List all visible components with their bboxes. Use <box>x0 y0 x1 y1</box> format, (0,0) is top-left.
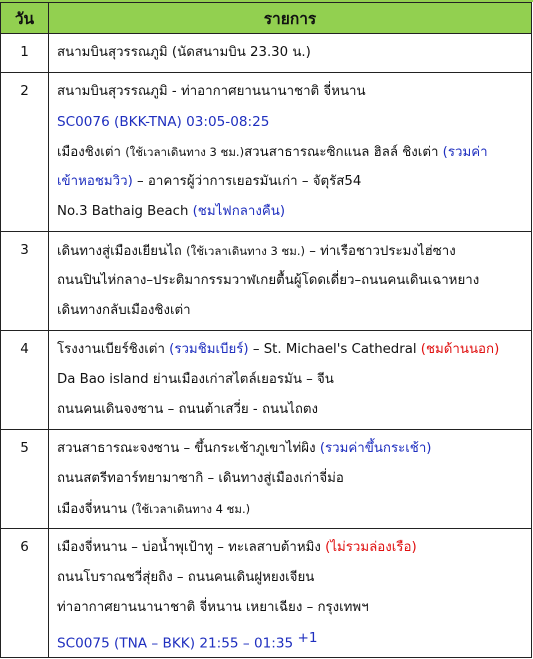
table-row <box>1 232 532 331</box>
detail-text: เดินทางสู่เมืองเยียนไถ <box>57 244 187 259</box>
detail-text: (รวมชิมเบียร์) <box>169 342 249 357</box>
detail-line <box>57 434 531 464</box>
detail-line <box>57 107 531 137</box>
day-number: 1 <box>1 34 49 73</box>
detail-line <box>57 167 531 197</box>
detail-text: สนามบินสุวรรณภูมิ (นัดสนามบิน 23.30 น.) <box>57 45 311 60</box>
detail-text: – ท่าเรือชาวประมงไฮ่ซาง <box>304 244 456 259</box>
detail-text: สนามบินสุวรรณภูมิ - ท่าอากาศยานนานาชาติ จี่หนาน <box>57 84 366 99</box>
day-number: 3 <box>1 232 49 331</box>
detail-line <box>57 464 531 494</box>
detail-text: – อาคารผู้ว่าการเยอรมันเก่า – จัตุรัส54 <box>132 174 362 189</box>
detail-line <box>57 266 531 296</box>
header-day: วัน <box>1 3 49 34</box>
detail-text: ท่าอากาศยานนานาชาติ จี่หนาน เหยาเฉียง – กรุงเทพฯ <box>57 600 369 615</box>
detail-line <box>57 533 531 563</box>
detail-text: Da Bao island ย่านเมืองเก่าสไตล์เยอรมัน – จีน <box>57 372 334 387</box>
itinerary-table <box>0 2 532 658</box>
day-number: 2 <box>1 73 49 232</box>
day-details <box>49 529 532 658</box>
detail-text: (ใช้เวลาเดินทาง 3 ชม.) <box>186 244 305 258</box>
detail-text: (รวมค่า <box>442 145 488 160</box>
detail-text: สวนสาธารณะจงซาน – ขึ้นกระเช้าภูเขาไท่ผิง <box>57 441 320 456</box>
detail-text: ถนนสตรีทอาร์ทยามาซากิ – เดินทางสู่เมืองเก่าจี่ม่อ <box>57 471 344 486</box>
day-number: 4 <box>1 331 49 430</box>
table-row <box>1 73 532 232</box>
detail-text: (ใช้เวลาเดินทาง 3 ชม.) <box>125 145 245 159</box>
detail-line <box>57 335 531 365</box>
day-number: 6 <box>1 529 49 658</box>
detail-line <box>57 38 531 68</box>
day-number: 5 <box>1 430 49 529</box>
header-items: รายการ <box>49 3 532 34</box>
detail-text: – St. Michael's Cathedral <box>248 342 421 357</box>
detail-text: (ชมด้านนอก) <box>420 342 500 357</box>
detail-text: +1 <box>297 630 318 646</box>
detail-text: ถนนคนเดินจงซาน – ถนนต้าเสวี่ย - ถนนไถตง <box>57 402 319 417</box>
detail-text: เมืองจี่หนาน – บ่อน้ำพุเป้าทู – ทะเลสาบต้าหมิง <box>57 540 326 555</box>
detail-line <box>57 236 531 266</box>
detail-text: (ใช้เวลาเดินทาง 4 ชม.) <box>131 502 251 516</box>
day-details <box>49 73 532 232</box>
detail-line <box>57 365 531 395</box>
table-row <box>1 430 532 529</box>
detail-line <box>57 296 531 326</box>
detail-text: เมืองจี่หนาน <box>57 502 132 517</box>
detail-text: No.3 Bathaig Beach <box>57 204 193 219</box>
detail-text: ถนนโบราณชวี่สุ่ยถิง – ถนนคนเดินฝูหยงเจียน <box>57 570 315 585</box>
day-details <box>49 232 532 331</box>
detail-line <box>57 593 531 623</box>
detail-text: ถนนปินไห่กลาง–ประติมากรรมวาฬเกยตื้นผู้โดดเดี่ยว–ถนนคนเดินเฉาหยาง <box>57 273 480 288</box>
day-details <box>49 34 532 73</box>
detail-text: SC0076 (BKK-TNA) 03:05-08:25 <box>57 114 270 130</box>
table-row <box>1 331 532 430</box>
detail-line <box>57 563 531 593</box>
detail-text: (ชมไฟกลางคืน) <box>192 204 286 219</box>
detail-line <box>57 395 531 425</box>
table-header-row <box>1 3 532 34</box>
detail-text: เดินทางกลับเมืองชิงเต่า <box>57 303 191 318</box>
detail-text: SC0075 (TNA – BKK) 21:55 – 01:35 <box>57 635 298 652</box>
detail-text: (ไม่รวมล่องเรือ) <box>325 540 417 555</box>
itinerary-body <box>1 34 532 658</box>
detail-line <box>57 623 531 653</box>
detail-line <box>57 77 531 107</box>
detail-line <box>57 137 531 167</box>
detail-text: เมืองชิงเต่า <box>57 145 126 160</box>
detail-line <box>57 197 531 227</box>
table-row <box>1 34 532 73</box>
day-details <box>49 331 532 430</box>
detail-line <box>57 494 531 524</box>
detail-text: สวนสาธารณะซิกแนล ฮิลล์ ชิงเต่า <box>244 145 443 160</box>
detail-text: เข้าหอชมวิว) <box>57 174 133 189</box>
detail-text: (รวมค่าขึ้นกระเช้า) <box>319 441 432 456</box>
day-details <box>49 430 532 529</box>
detail-text: โรงงานเบียร์ชิงเต่า <box>57 342 170 357</box>
table-row <box>1 529 532 658</box>
